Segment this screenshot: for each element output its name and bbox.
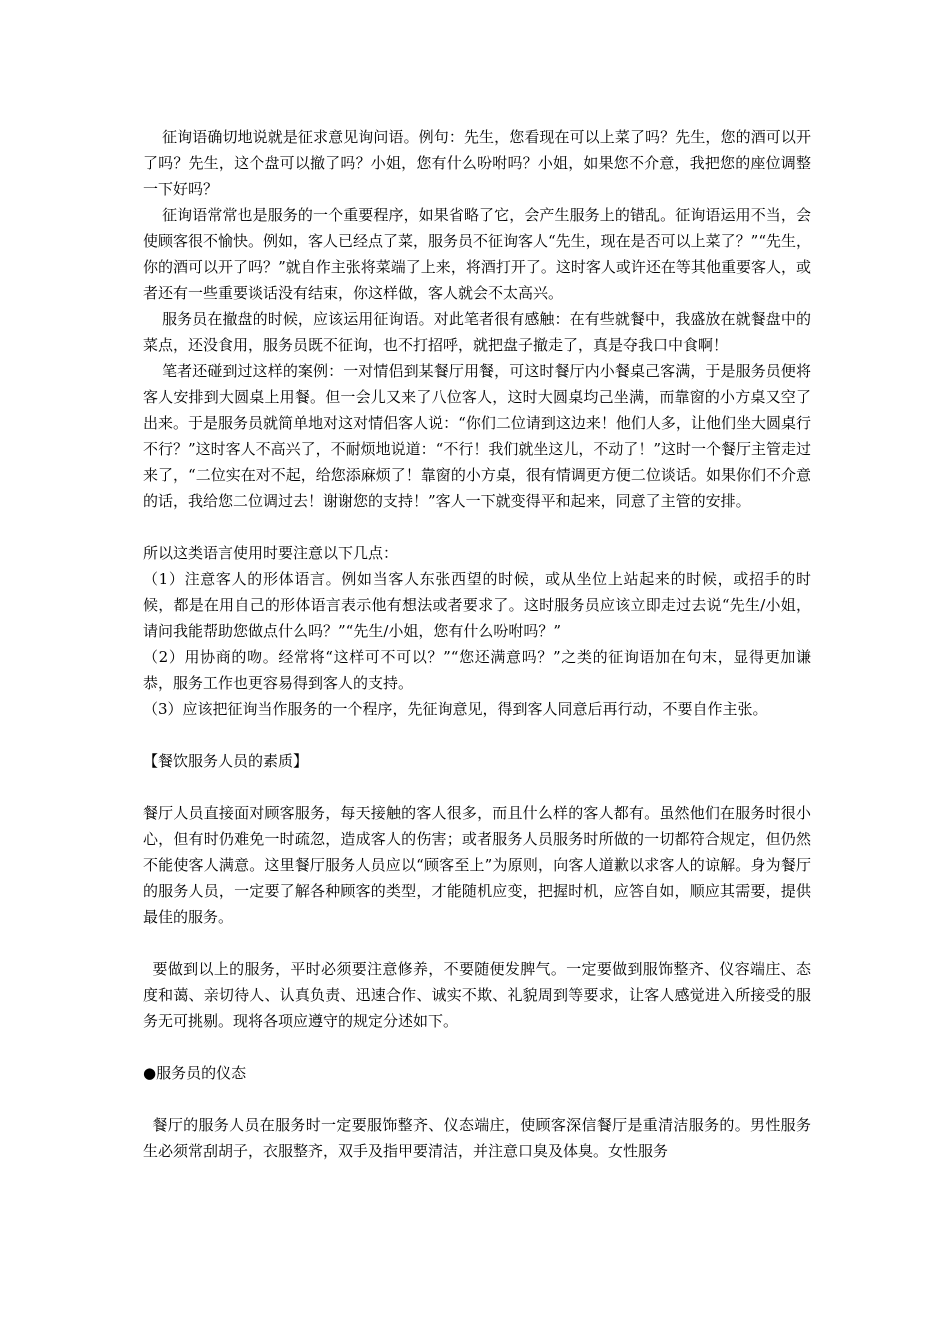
- spacer: [143, 774, 811, 800]
- list-item: （2）用协商的吻。经常将“这样可不可以？”“您还满意吗？”之类的征询语加在句末，显得更加谦恭，服务工作也更容易得到客人的支持。: [143, 648, 811, 692]
- paragraph-clearing-plates: 服务员在撤盘的时候，应该运用征询语。对此笔者很有感触：在有些就餐中，我盛放在就餐盘中的菜点，还没食用，服务员既不征询，也不打招呼，就把盘子撤走了，真是夺我口中食啊！: [143, 310, 811, 354]
- section-heading: 【餐饮服务人员的素质】: [143, 752, 309, 770]
- spacer: [143, 1034, 811, 1060]
- list-item: （1）注意客人的形体语言。例如当客人东张西望的时候，或从坐位上站起来的时候，或招手的时候，都是在用自己的形体语言表示他有想法或者要求了。这时服务员应该立即走过去说“先生/小姐，请问我能帮助您做点什么吗？”“先生/小姐，您有什么吩咐吗？”: [143, 570, 811, 640]
- spacer: [143, 930, 811, 956]
- paragraph-self-cultivation: 要做到以上的服务，平时必须要注意修养，不要随便发脾气。一定要做到服饰整齐、仪容端庄、态度和蔼、亲切待人、认真负责、迅速合作、诚实不欺、礼貌周到等要求，让客人感觉进入所接受的服务无可挑剔。现将各项应遵守的规定分述如下。: [143, 960, 811, 1030]
- notes-list: [143, 566, 811, 722]
- paragraph-case-example: 笔者还碰到过这样的案例：一对情侣到某餐厅用餐，可这时餐厅内小餐桌己客满，于是服务员便将客人安排到大圆桌上用餐。但一会儿又来了八位客人，这时大圆桌均己坐满，而靠窗的小方桌又空了出来。于是服务员就简单地对这对情侣客人说：“你们二位请到这边来！他们人多，让他们坐大圆桌行不行？”这时客人不高兴了，不耐烦地说道：“不行！我们就坐这儿，不动了！”这时一个餐厅主管走过来了，“二位实在对不起，给您添麻烦了！靠窗的小方桌，很有情调更方便二位谈话。如果你们不介意的话，我给您二位调过去！谢谢您的支持！”客人一下就变得平和起来，同意了主管的安排。: [143, 362, 812, 510]
- spacer: [143, 722, 811, 748]
- paragraph-inquiry-procedure: 征询语常常也是服务的一个重要程序，如果省略了它，会产生服务上的错乱。征询语运用不当，会使顾客很不愉快。例如，客人已经点了菜，服务员不征询客人“先生，现在是否可以上菜了？”“先生，你的酒可以开了吗？”就自作主张将菜端了上来，将酒打开了。这时客人或许还在等其他重要客人，或者还有一些重要谈话没有结束，你这样做，客人就会不太高兴。: [143, 206, 812, 302]
- paragraph-staff-appearance: 餐厅的服务人员在服务时一定要服饰整齐、仪态端庄，使顾客深信餐厅是重清洁服务的。男性服务生必须常刮胡子，衣服整齐，双手及指甲要清洁，并注意口臭及体臭。女性服务: [143, 1116, 811, 1160]
- paragraph-notes-intro: 所以这类语言使用时要注意以下几点：: [143, 544, 399, 562]
- subsection-heading: ●服务员的仪态: [143, 1064, 247, 1082]
- spacer: [143, 1086, 811, 1112]
- paragraph-staff-quality: 餐厅人员直接面对顾客服务，每天接触的客人很多，而且什么样的客人都有。虽然他们在服务时很小心，但有时仍难免一时疏忽，造成客人的伤害；或者服务人员服务时所做的一切都符合规定，但仍然不能使客人满意。这里餐厅服务人员应以“顾客至上”为原则，向客人道歉以求客人的谅解。身为餐厅的服务人员，一定要了解各种顾客的类型，才能随机应变，把握时机，应答自如，顺应其需要，提供最佳的服务。: [143, 804, 811, 926]
- document-body: [143, 124, 811, 1164]
- paragraph-inquiry-definition: 征询语确切地说就是征求意见询问语。例句：先生，您看现在可以上菜了吗？先生，您的酒可以开了吗？先生，这个盘可以撤了吗？小姐，您有什么吩咐吗？小姐，如果您不介意，我把您的座位调整一下好吗？: [143, 128, 811, 198]
- spacer: [143, 514, 811, 540]
- list-item: （3）应该把征询当作服务的一个程序，先征询意见，得到客人同意后再行动，不要自作主张。: [143, 700, 768, 718]
